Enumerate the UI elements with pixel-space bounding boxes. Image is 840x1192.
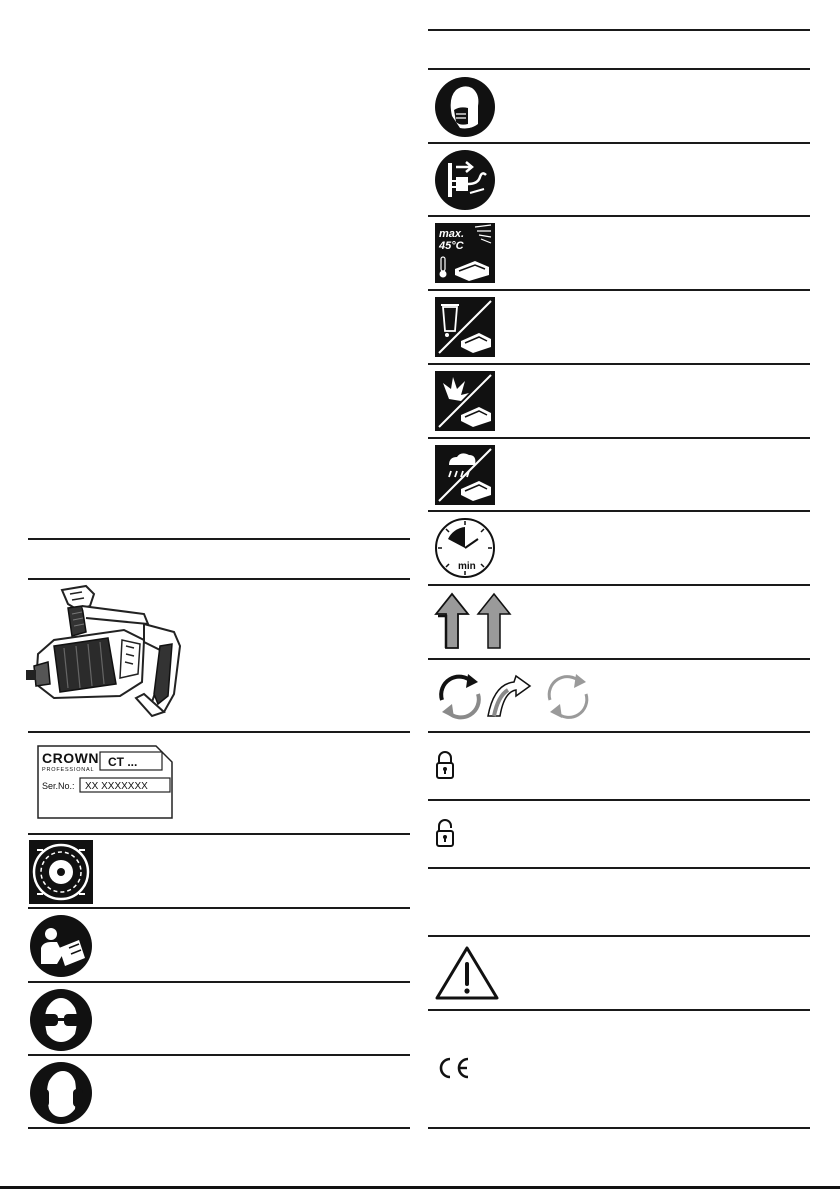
divider	[428, 215, 810, 217]
divider	[428, 29, 810, 31]
divider	[428, 68, 810, 70]
divider	[428, 437, 810, 439]
arrows-up-icon	[434, 590, 518, 650]
label-brand: CROWN	[42, 750, 99, 766]
charging-time-icon	[434, 517, 496, 579]
divider	[28, 1054, 410, 1056]
divider	[428, 510, 810, 512]
label-serial-value: XX XXXXXXX	[85, 781, 148, 792]
temperature-label: 45°C	[439, 240, 464, 252]
divider	[428, 1127, 810, 1129]
unplug-icon	[434, 149, 496, 211]
ce-mark-icon	[436, 1056, 472, 1080]
eye-protection-icon	[29, 988, 93, 1052]
rotation-direction-icon	[434, 670, 590, 720]
divider	[428, 867, 810, 869]
divider	[28, 907, 410, 909]
divider	[428, 799, 810, 801]
disc-in-square-icon	[29, 840, 93, 904]
divider	[428, 658, 810, 660]
divider	[428, 584, 810, 586]
divider	[428, 935, 810, 937]
max-label: max.	[439, 228, 465, 240]
divider	[28, 538, 410, 540]
divider	[428, 1009, 810, 1011]
label-brand-sub: PROFESSIONAL	[42, 767, 95, 773]
divider	[428, 142, 810, 144]
battery-no-rain-icon	[435, 445, 495, 505]
divider	[428, 363, 810, 365]
impact-wrench-drawing	[24, 584, 184, 724]
battery-no-bin-icon	[435, 297, 495, 357]
battery-no-fire-icon	[435, 371, 495, 431]
dust-mask-icon	[434, 76, 496, 138]
divider	[28, 731, 410, 733]
lock-closed-icon	[435, 750, 455, 780]
divider	[428, 731, 810, 733]
rating-label	[36, 744, 174, 820]
ear-protection-icon	[29, 1061, 93, 1125]
divider	[428, 289, 810, 291]
divider	[28, 578, 410, 580]
warning-triangle-icon	[434, 944, 500, 1002]
divider	[28, 981, 410, 983]
divider	[28, 833, 410, 835]
clock-unit: min	[458, 561, 476, 572]
divider	[28, 1127, 410, 1129]
read-manual-icon	[29, 914, 93, 978]
label-model: CT ...	[108, 755, 138, 769]
lock-open-icon	[435, 818, 455, 848]
page-bottom-rule	[0, 1186, 840, 1189]
battery-max-temp-icon	[435, 223, 495, 283]
label-serial-caption: Ser.No.:	[42, 781, 75, 791]
